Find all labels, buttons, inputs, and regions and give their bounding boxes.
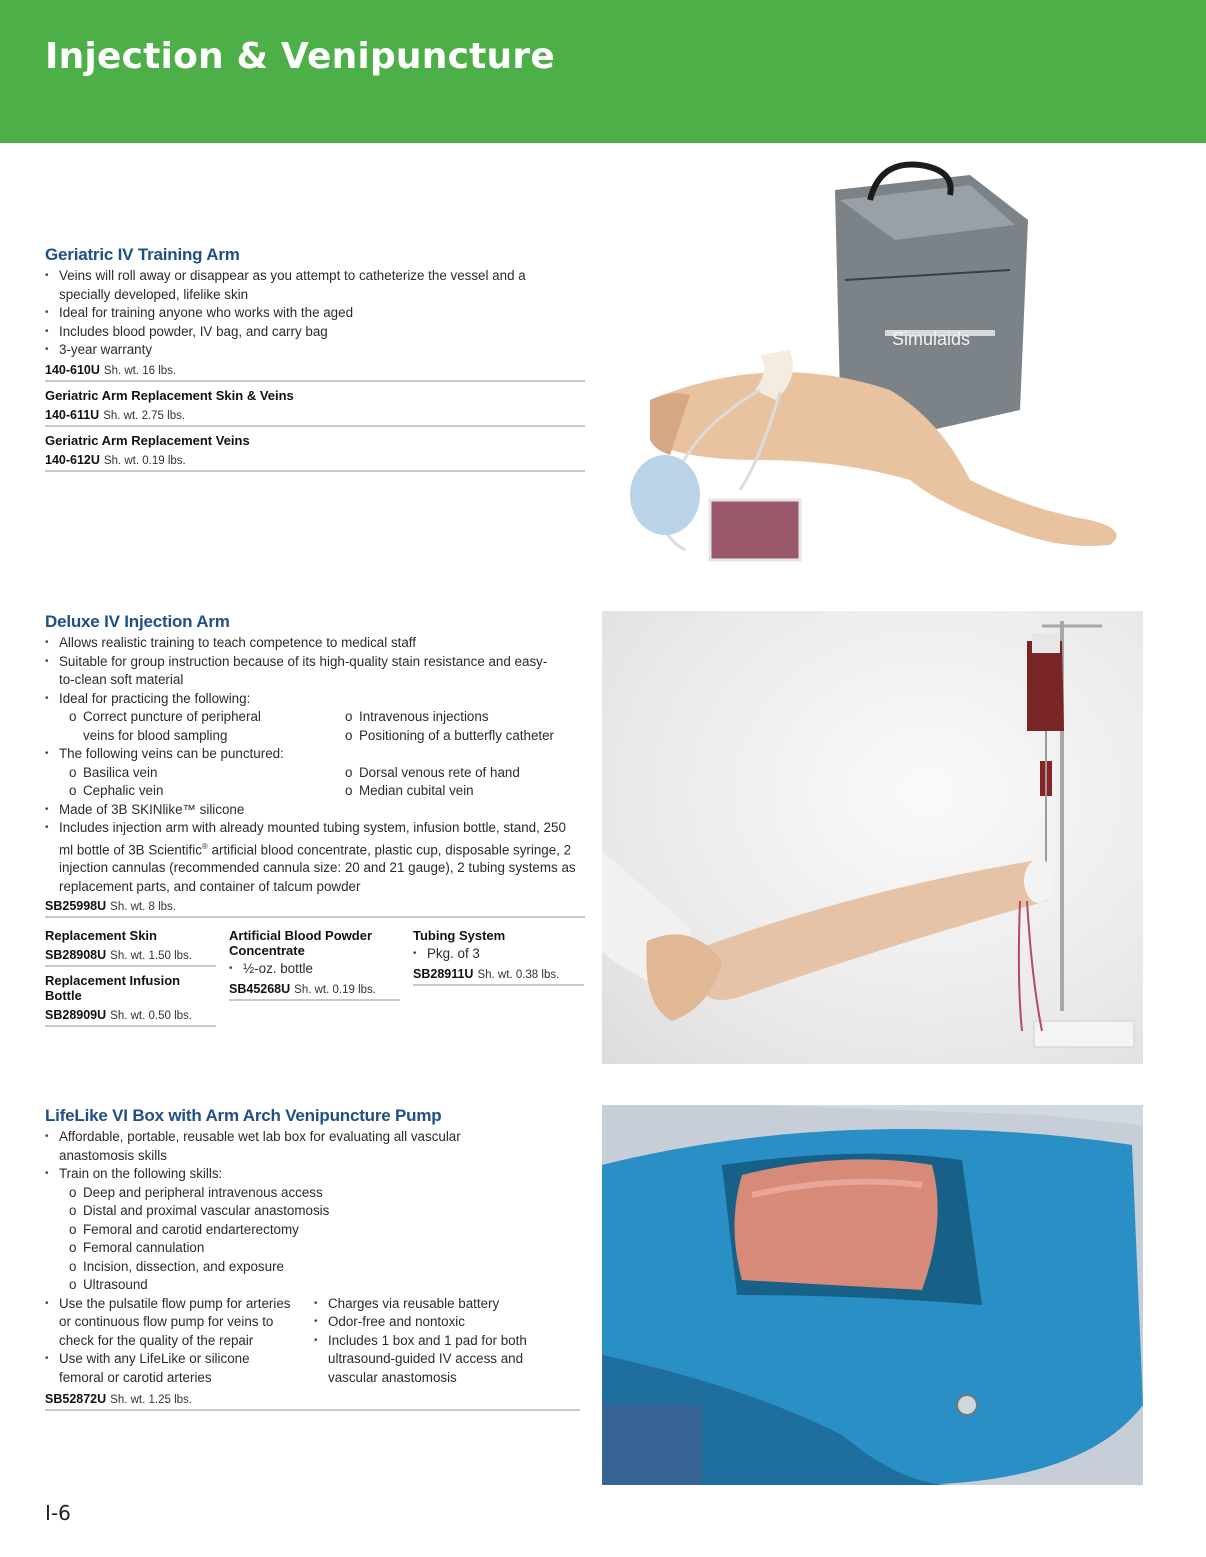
accessory-bullet: • Pkg. of 3 — [413, 945, 584, 964]
feature-text: Ideal for practicing the following: — [59, 690, 251, 706]
feature-item: • Affordable, portable, reusable wet lab box for evaluating all vascular anastomosis skills — [45, 1128, 514, 1165]
feature-item — [45, 690, 590, 746]
page-number: I-6 — [45, 1501, 71, 1525]
sku-code: 140-611U — [45, 407, 100, 422]
sku-line — [45, 1389, 580, 1411]
feature-item — [45, 745, 590, 801]
feature-item: • Made of 3B SKINlike™ silicone — [45, 801, 590, 820]
ship-weight: Sh. wt. 0.50 lbs. — [110, 1010, 192, 1023]
sub-list — [335, 708, 585, 745]
skill-item: o Femoral cannulation — [59, 1239, 585, 1258]
accessory-title: Artificial Blood Powder Concentrate — [229, 928, 373, 959]
sku-line — [45, 1005, 216, 1027]
accessory-title: Replacement Skin — [45, 928, 157, 944]
accessory-columns — [45, 924, 590, 1027]
feature-item: • Use with any LifeLike or silicone femoral or carotid arteries — [45, 1350, 274, 1387]
sub-list — [59, 764, 335, 801]
feature-item: • Charges via reusable battery — [314, 1295, 554, 1314]
sub-list — [59, 708, 335, 745]
sub-item: o Intravenous injections — [335, 708, 585, 727]
registered-mark: ® — [201, 841, 208, 851]
sub-item: o Correct puncture of peripheral veins for blood sampling — [59, 708, 293, 745]
sku-line — [229, 979, 400, 1001]
feature-item: • Ideal for training anyone who works with the aged — [45, 304, 585, 323]
feature-list-right — [314, 1295, 554, 1388]
subproduct-title: Geriatric Arm Replacement Skin & Veins — [45, 387, 294, 403]
ship-weight: Sh. wt. 8 lbs. — [110, 901, 176, 914]
sku-line — [45, 896, 585, 918]
feature-text: Includes injection arm with already mounted tubing system, infusion bottle, stand, 250 ml bottle of 3B Scientific — [59, 820, 566, 857]
ship-weight: Sh. wt. 0.38 lbs. — [477, 968, 560, 981]
subproduct-title: Geriatric Arm Replacement Veins — [45, 432, 250, 448]
skill-item: o Femoral and carotid endarterectomy — [59, 1221, 585, 1240]
feature-item — [45, 819, 579, 896]
sku-line — [45, 945, 216, 967]
sku-line — [413, 964, 584, 986]
ship-weight: Sh. wt. 1.50 lbs. — [110, 950, 192, 963]
vi-box-illustration — [602, 1105, 1143, 1485]
sub-item: o Basilica vein — [59, 764, 335, 783]
feature-item: • Use the pulsatile flow pump for arteries or continuous flow pump for veins to check for the quality of the repair — [45, 1295, 299, 1351]
sku-code: SB25998U — [45, 899, 107, 914]
header-banner — [0, 0, 1206, 143]
feature-text: The following veins can be punctured: — [59, 746, 284, 761]
accessory-bullets — [229, 960, 400, 979]
skill-item: o Incision, dissection, and exposure — [59, 1258, 585, 1277]
sku-line — [45, 450, 585, 472]
sku-code: 140-610U — [45, 362, 100, 377]
sku-code: SB28908U — [45, 948, 107, 963]
feature-item: • Odor-free and nontoxic — [314, 1313, 554, 1332]
ship-weight: Sh. wt. 16 lbs. — [103, 364, 177, 377]
sub-columns — [59, 708, 590, 745]
ship-weight: Sh. wt. 1.25 lbs. — [110, 1394, 192, 1406]
accessory-bullet: • ½-oz. bottle — [229, 960, 400, 979]
feature-item: • Includes 1 box and 1 pad for both ultrasound-guided IV access and vascular anastomosis — [314, 1332, 543, 1388]
product-title: LifeLike VI Box with Arm Arch Venipuncture Pump — [45, 1106, 442, 1125]
sku-code: SB45268U — [229, 981, 291, 996]
product-photo-geriatric-arm — [610, 160, 1150, 580]
feature-list — [45, 1128, 585, 1295]
accessory-title: Replacement Infusion Bottle — [45, 973, 181, 1004]
product-title: Geriatric IV Training Arm — [45, 245, 240, 264]
sku-code: SB52872U — [45, 1392, 107, 1406]
skills-list — [59, 1184, 585, 1295]
ship-weight: Sh. wt. 2.75 lbs. — [103, 409, 186, 422]
product-deluxe-iv-arm — [45, 612, 590, 1027]
product-geriatric-iv-arm — [45, 245, 585, 472]
product-photo-vi-box — [602, 1105, 1143, 1485]
feature-text: artificial blood concentrate, plastic cup, disposable syringe, 2 injection cannulas (recommended cannula size: 20 and 21 gauge), 2 tubing systems as replacement parts, and container of talcum powder — [59, 841, 576, 894]
product-title: Deluxe IV Injection Arm — [45, 612, 230, 631]
product-lifelike-vi-box — [45, 1106, 585, 1411]
sku-code: 140-612U — [45, 452, 100, 467]
accessory-col — [45, 924, 216, 1027]
accessory-col — [229, 924, 400, 1027]
feature-list-left — [45, 1295, 314, 1388]
feature-item: • 3-year warranty — [45, 341, 585, 360]
feature-columns — [45, 1295, 585, 1388]
accessory-col — [413, 924, 584, 1027]
sub-columns — [59, 764, 590, 801]
ship-weight: Sh. wt. 0.19 lbs. — [103, 454, 186, 467]
arm-bag-illustration — [610, 160, 1150, 580]
feature-text: Train on the following skills: — [59, 1166, 223, 1181]
accessory-title: Tubing System — [413, 928, 506, 944]
sub-list — [335, 764, 585, 801]
feature-item: • Allows realistic training to teach competence to medical staff — [45, 634, 590, 653]
feature-item: • Suitable for group instruction because of its high-quality stain resistance and easy-to-clean soft material — [45, 653, 554, 690]
product-photo-deluxe-arm — [602, 611, 1143, 1064]
feature-list — [45, 634, 590, 896]
sub-item: o Dorsal venous rete of hand — [335, 764, 585, 783]
sku-line — [45, 360, 585, 382]
accessory-bullets — [413, 945, 584, 964]
sku-code: SB28911U — [413, 966, 474, 981]
skill-item: o Ultrasound — [59, 1276, 585, 1295]
skill-item: o Deep and peripheral intravenous access — [59, 1184, 585, 1203]
sku-line — [45, 405, 585, 427]
ship-weight: Sh. wt. 0.19 lbs. — [294, 983, 376, 996]
feature-item: • Includes blood powder, IV bag, and carry bag — [45, 323, 585, 342]
iv-arm-illustration — [602, 611, 1143, 1064]
feature-item: • Veins will roll away or disappear as you attempt to catheterize the vessel and a specially developed, lifelike skin — [45, 267, 549, 304]
page-title: Injection & Venipuncture — [45, 36, 555, 77]
sub-item: o Cephalic vein — [59, 782, 335, 801]
sub-item: o Median cubital vein — [335, 782, 585, 801]
feature-item — [45, 1165, 585, 1295]
skill-item: o Distal and proximal vascular anastomosis — [59, 1202, 585, 1221]
feature-list — [45, 267, 585, 360]
bag-brand-label: Simulaids — [892, 329, 971, 349]
sku-code: SB28909U — [45, 1008, 107, 1023]
sub-item: o Positioning of a butterfly catheter — [335, 727, 585, 746]
